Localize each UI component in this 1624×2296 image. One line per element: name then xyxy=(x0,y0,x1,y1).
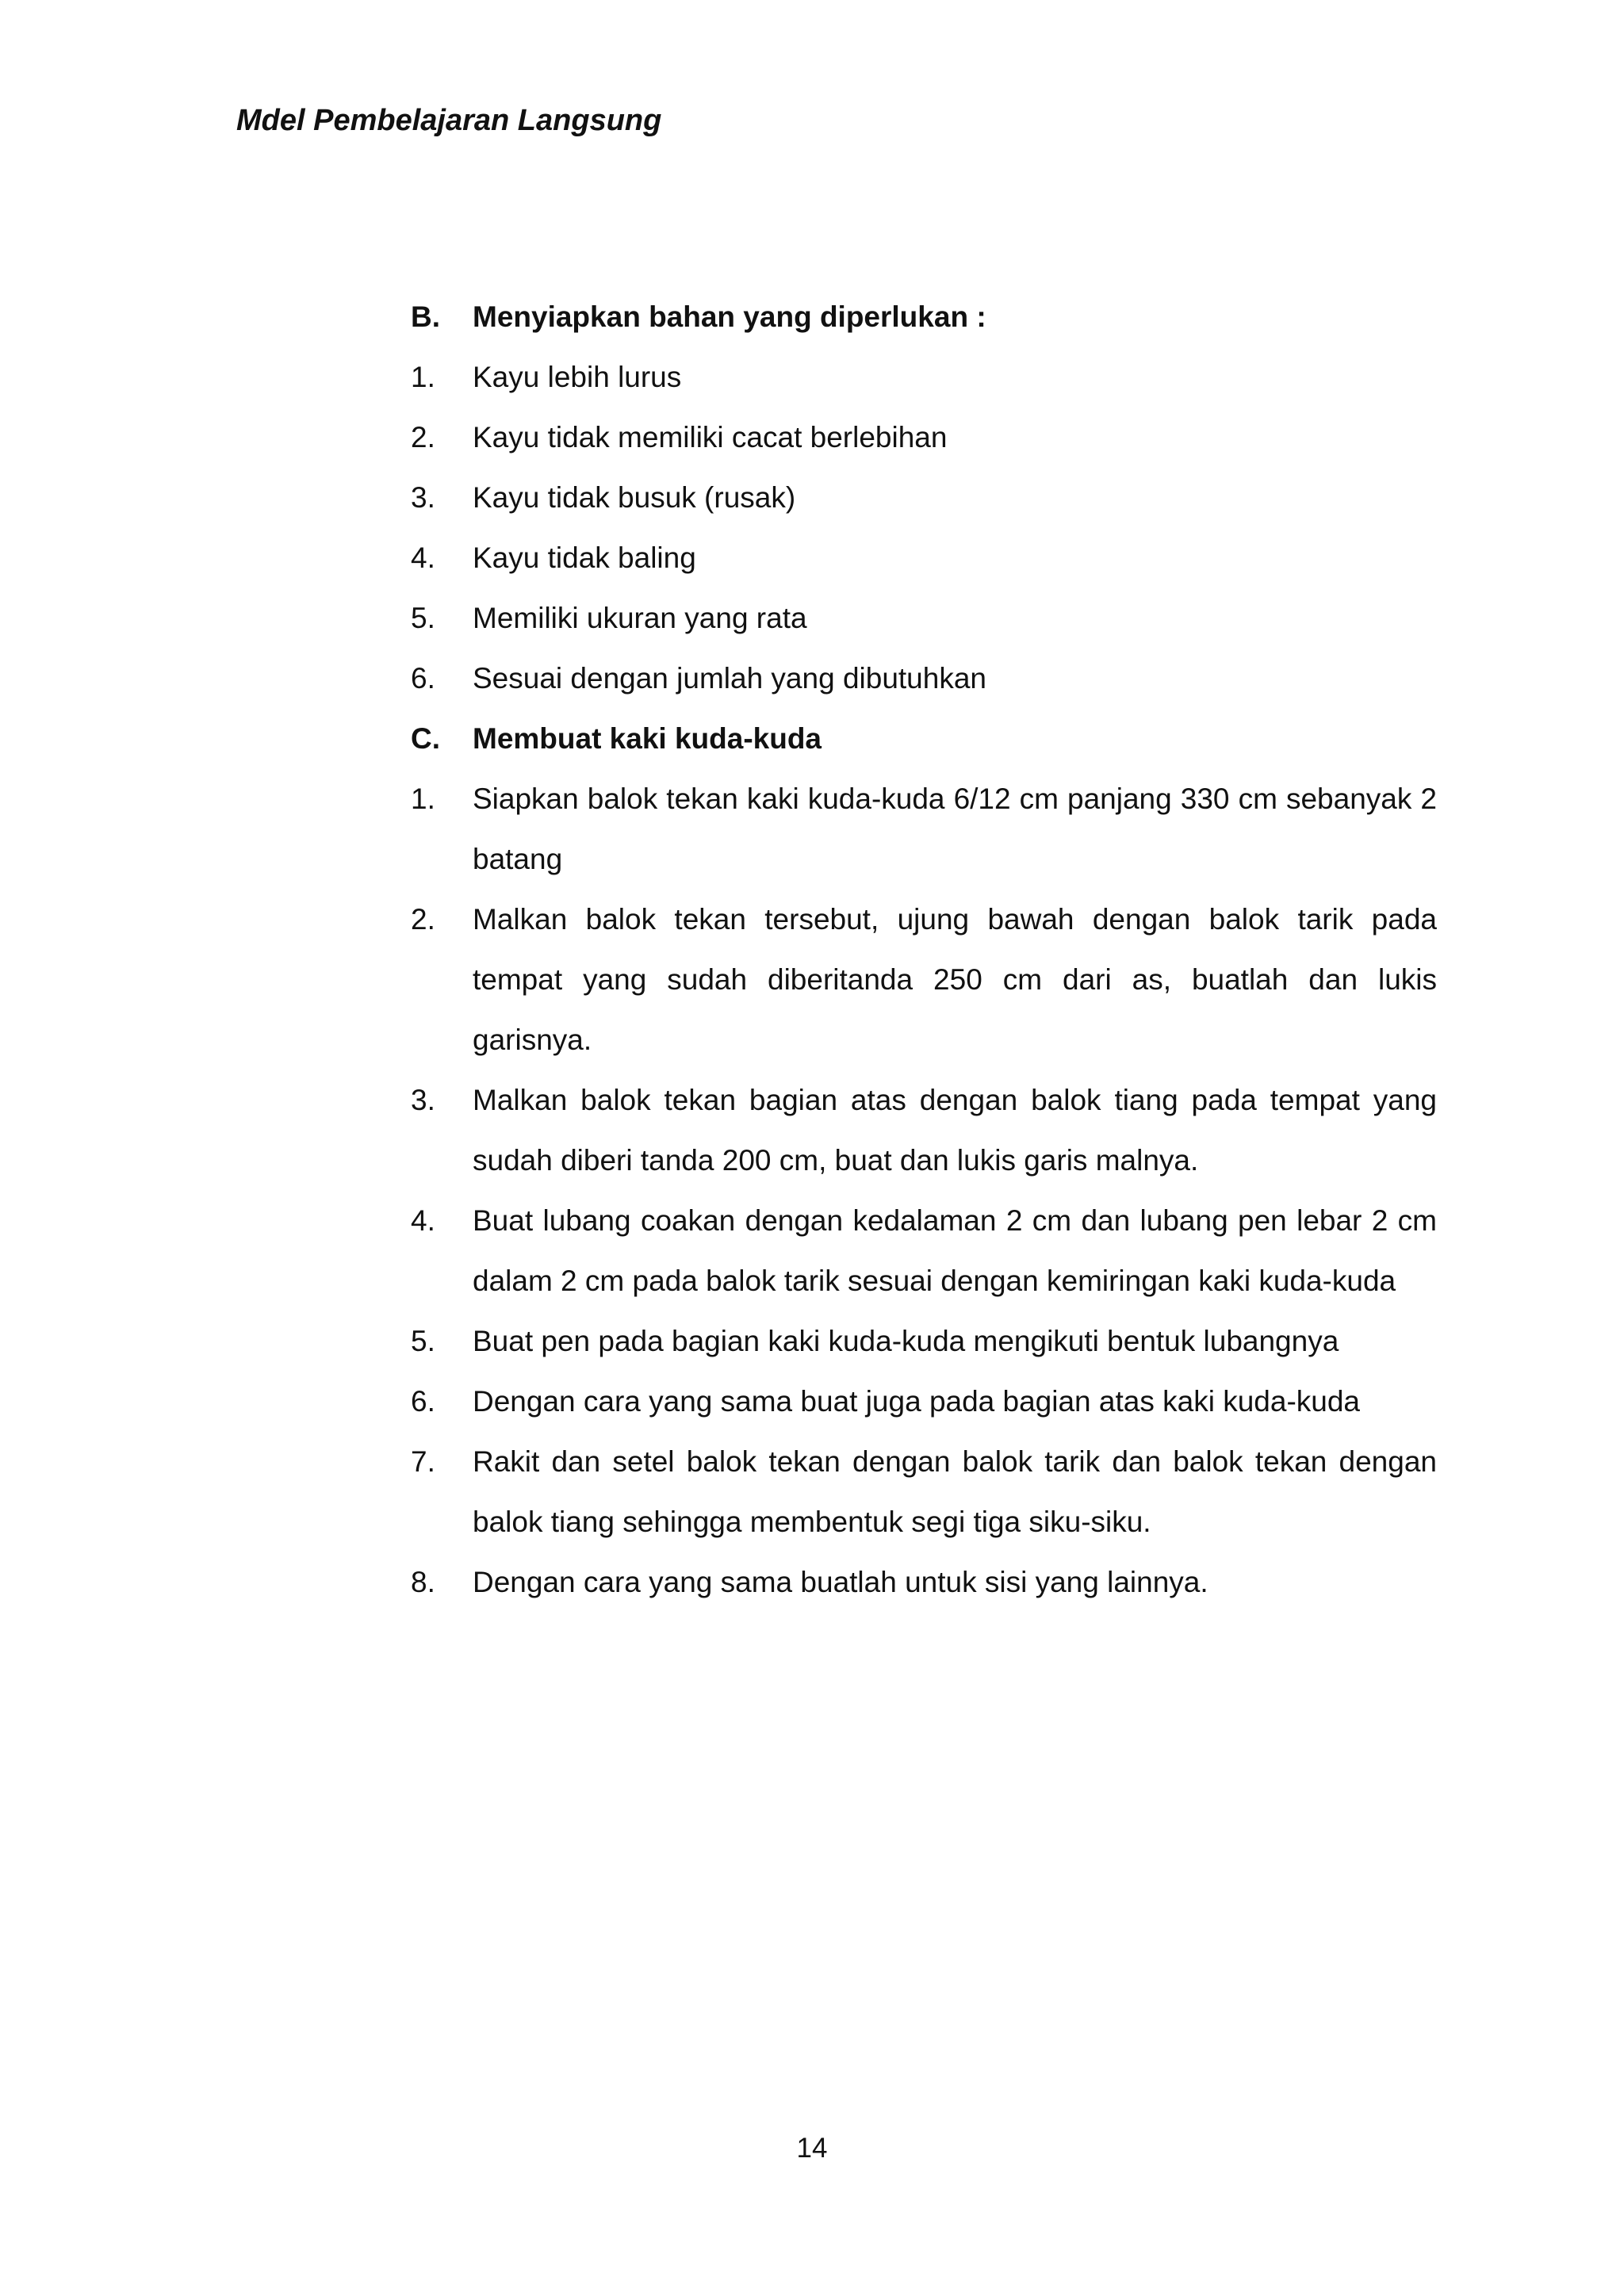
section-c-heading xyxy=(411,709,1437,769)
list-text: Kayu tidak memiliki cacat berlebihan xyxy=(473,421,948,453)
section-b-heading xyxy=(411,287,1437,347)
list-number: 8. xyxy=(411,1566,435,1598)
list-item xyxy=(411,1191,1437,1311)
section-title: Membuat kaki kuda-kuda xyxy=(473,722,822,755)
section-marker: C. xyxy=(411,722,440,755)
list-item xyxy=(411,890,1437,1070)
list-item xyxy=(411,1372,1437,1432)
list-item xyxy=(411,468,1437,528)
list-number: 7. xyxy=(411,1445,435,1478)
page-content xyxy=(411,287,1437,1613)
list-item xyxy=(411,769,1437,890)
list-number: 5. xyxy=(411,602,435,634)
list-number: 4. xyxy=(411,1204,435,1237)
list-item xyxy=(411,1070,1437,1191)
list-number: 2. xyxy=(411,903,435,936)
list-text: Siapkan balok tekan kaki kuda-kuda 6/12 cm panjang 330 cm sebanyak 2 batang xyxy=(473,783,1437,875)
list-text: Kayu lebih lurus xyxy=(473,361,682,393)
list-item xyxy=(411,528,1437,588)
list-item xyxy=(411,588,1437,649)
list-text: Kayu tidak baling xyxy=(473,541,696,574)
list-text: Buat pen pada bagian kaki kuda-kuda mengikuti bentuk lubangnya xyxy=(473,1325,1339,1357)
list-number: 3. xyxy=(411,1084,435,1116)
list-text: Rakit dan setel balok tekan dengan balok tarik dan balok tekan dengan balok tiang sehingga membentuk segi tiga siku-siku. xyxy=(473,1445,1437,1538)
list-text: Dengan cara yang sama buat juga pada bagian atas kaki kuda-kuda xyxy=(473,1385,1360,1418)
list-item xyxy=(411,1311,1437,1372)
list-text: Malkan balok tekan tersebut, ujung bawah dengan balok tarik pada tempat yang sudah diberitanda 250 cm dari as, buatlah dan lukis garisnya. xyxy=(473,903,1437,1056)
page-number: 14 xyxy=(796,2133,828,2164)
list-item xyxy=(411,408,1437,468)
list-text: Kayu tidak busuk (rusak) xyxy=(473,481,796,514)
list-number: 2. xyxy=(411,421,435,453)
list-number: 6. xyxy=(411,662,435,695)
section-title: Menyiapkan bahan yang diperlukan : xyxy=(473,300,986,333)
list-number: 6. xyxy=(411,1385,435,1418)
list-text: Sesuai dengan jumlah yang dibutuhkan xyxy=(473,662,986,695)
list-item xyxy=(411,1552,1437,1613)
list-item xyxy=(411,649,1437,709)
section-marker: B. xyxy=(411,300,440,333)
list-number: 4. xyxy=(411,541,435,574)
list-text: Dengan cara yang sama buatlah untuk sisi yang lainnya. xyxy=(473,1566,1208,1598)
list-number: 5. xyxy=(411,1325,435,1357)
running-header: Mdel Pembelajaran Langsung xyxy=(236,104,662,137)
list-text: Buat lubang coakan dengan kedalaman 2 cm dan lubang pen lebar 2 cm dalam 2 cm pada balok tarik sesuai dengan kemiringan kaki kuda-kuda xyxy=(473,1204,1437,1297)
list-number: 1. xyxy=(411,361,435,393)
list-number: 3. xyxy=(411,481,435,514)
list-item xyxy=(411,347,1437,408)
list-text: Malkan balok tekan bagian atas dengan balok tiang pada tempat yang sudah diberi tanda 200 cm, buat dan lukis garis malnya. xyxy=(473,1084,1437,1177)
list-number: 1. xyxy=(411,783,435,815)
list-text: Memiliki ukuran yang rata xyxy=(473,602,807,634)
list-item xyxy=(411,1432,1437,1552)
